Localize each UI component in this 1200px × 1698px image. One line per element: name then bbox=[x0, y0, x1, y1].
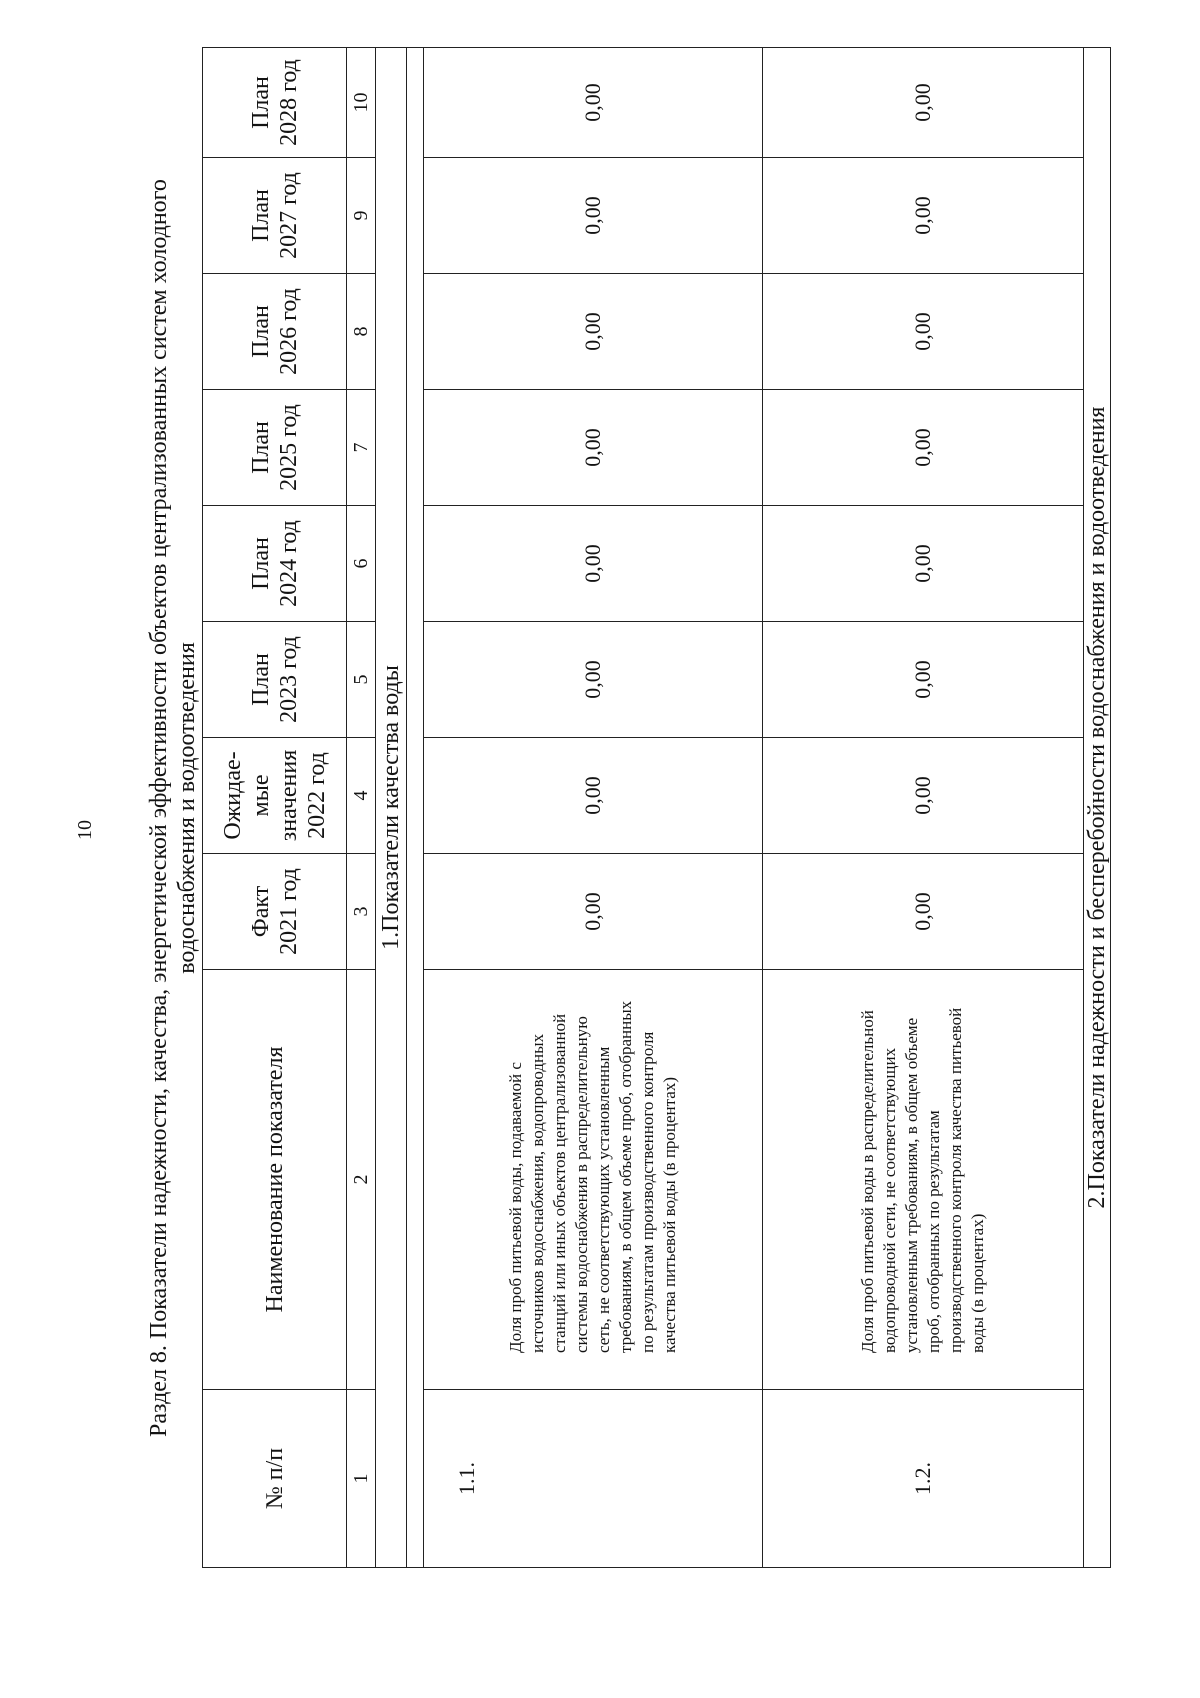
value-cell: 0,00 bbox=[424, 274, 763, 390]
page-number: 10 bbox=[74, 820, 96, 840]
header-cell: План 2025 год bbox=[203, 390, 347, 506]
column-number-cell: 1 bbox=[347, 1390, 376, 1568]
rotated-page-content bbox=[145, 48, 1110, 1568]
spacer-cell bbox=[407, 48, 424, 1568]
header-cell: План 2028 год bbox=[203, 48, 347, 158]
value-cell: 0,00 bbox=[763, 274, 1084, 390]
section-title: Раздел 8. Показатели надежности, качества, энергетической эффективности объектов централизованных систем холодного водоснабжения и водоотведения bbox=[146, 179, 200, 1437]
value-cell: 0,00 bbox=[424, 854, 763, 970]
column-number-cell: 5 bbox=[347, 622, 376, 738]
row-number: 1.1. bbox=[424, 1390, 763, 1568]
table-row bbox=[424, 48, 763, 1568]
value-cell: 0,00 bbox=[424, 158, 763, 274]
section-band-title: 2.Показатели надежности и бесперебойности водоснабжения и водоотведения bbox=[1084, 48, 1111, 1568]
column-number-cell: 10 bbox=[347, 48, 376, 158]
column-number-cell: 6 bbox=[347, 506, 376, 622]
value-cell: 0,00 bbox=[424, 390, 763, 506]
indicator-name: Доля проб питьевой воды, подаваемой с источников водоснабжения, водопроводных станций или иных объектов централизованной системы водоснабжения в распределительную сеть, не соответствующих установленным требованиям, в общем объеме проб, отобранных по результатам производственного контроля качества питьевой воды (в процентах) bbox=[424, 970, 763, 1390]
column-number-cell: 7 bbox=[347, 390, 376, 506]
table-row bbox=[763, 48, 1084, 1568]
value-cell: 0,00 bbox=[763, 622, 1084, 738]
value-cell: 0,00 bbox=[424, 48, 763, 158]
value-cell: 0,00 bbox=[763, 390, 1084, 506]
header-cell: План 2026 год bbox=[203, 274, 347, 390]
header-cell: План 2027 год bbox=[203, 158, 347, 274]
value-cell: 0,00 bbox=[424, 622, 763, 738]
header-cell: Факт 2021 год bbox=[203, 854, 347, 970]
value-cell: 0,00 bbox=[424, 738, 763, 854]
section-band-title: 1.Показатели качества воды bbox=[376, 48, 407, 1568]
value-cell: 0,00 bbox=[424, 506, 763, 622]
column-number-cell: 3 bbox=[347, 854, 376, 970]
indicators-table bbox=[202, 47, 1111, 1568]
value-cell: 0,00 bbox=[763, 506, 1084, 622]
value-cell: 0,00 bbox=[763, 48, 1084, 158]
value-cell: 0,00 bbox=[763, 158, 1084, 274]
indicator-name: Доля проб питьевой воды в распределительной водопроводной сети, не соответствующих установленным требованиям, в общем объеме проб, отобранных по результатам производственного контроля качества питьевой воды (в процентах) bbox=[763, 970, 1084, 1390]
value-cell: 0,00 bbox=[763, 854, 1084, 970]
value-cell: 0,00 bbox=[763, 738, 1084, 854]
column-number-cell: 8 bbox=[347, 274, 376, 390]
header-cell: Ожидае- мые значения 2022 год bbox=[203, 738, 347, 854]
column-number-cell: 4 bbox=[347, 738, 376, 854]
column-number-cell: 9 bbox=[347, 158, 376, 274]
header-row bbox=[203, 48, 347, 1568]
header-cell: Наименование показателя bbox=[203, 970, 347, 1390]
section-band-row bbox=[1084, 48, 1111, 1568]
section-band-row bbox=[376, 48, 407, 1568]
row-number: 1.2. bbox=[763, 1390, 1084, 1568]
header-cell: План 2023 год bbox=[203, 622, 347, 738]
header-cell: План 2024 год bbox=[203, 506, 347, 622]
spacer-row bbox=[407, 48, 424, 1568]
column-number-row bbox=[347, 48, 376, 1568]
column-number-cell: 2 bbox=[347, 970, 376, 1390]
header-cell: № п/п bbox=[203, 1390, 347, 1568]
